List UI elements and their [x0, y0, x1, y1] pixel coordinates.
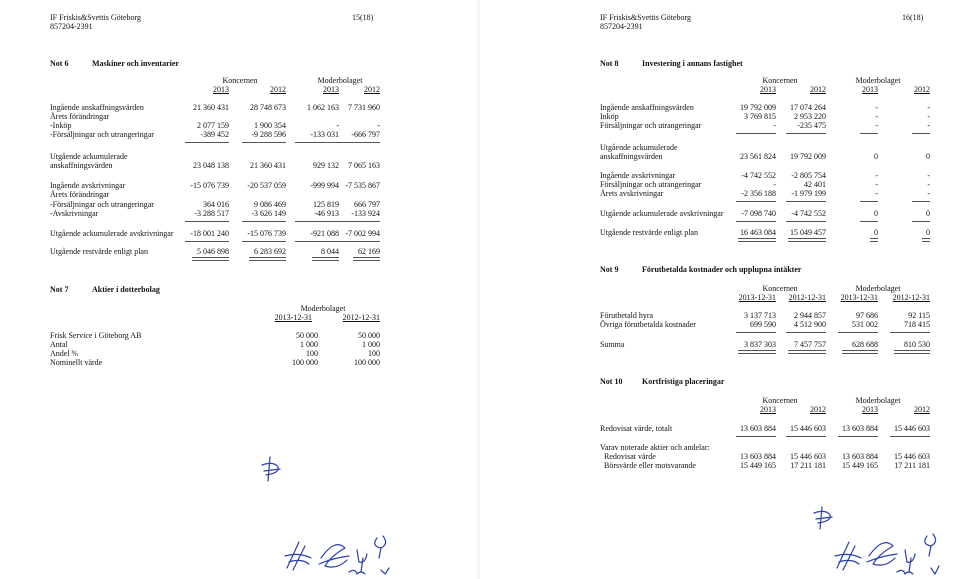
cell: 531 002 [852, 320, 878, 329]
total-line [788, 350, 826, 354]
header-moderbolaget: Moderbolaget [855, 396, 901, 405]
cell: 7 457 757 [794, 340, 826, 349]
subtotal-line [185, 221, 229, 222]
total-line [738, 238, 776, 242]
cell: - [875, 121, 878, 130]
cell: -7 002 994 [345, 229, 380, 238]
subtotal-line [890, 436, 930, 437]
cell: 21 360 431 [193, 103, 229, 112]
cell: 0 [874, 152, 878, 161]
cell: -235 475 [797, 121, 826, 130]
note-9-number: Not 9 [600, 265, 619, 274]
cell: - [927, 112, 930, 121]
cell: -9 288 596 [251, 130, 286, 139]
cell: 19 792 009 [740, 103, 776, 112]
row-label: Utgående ackumulerade [50, 152, 128, 161]
subtotal-line [242, 142, 286, 143]
cell: 9 086 469 [254, 200, 286, 209]
cell: 3 769 815 [744, 112, 776, 121]
subtotal-line [242, 241, 286, 242]
year-col-1: 2013 [760, 85, 776, 94]
row-label: Utgående ackumulerade [600, 143, 678, 152]
row-label: anskaffningsvärden [600, 152, 663, 161]
header-koncernen: Koncernen [762, 76, 798, 85]
org-name: IF Friskis&Svettis Göteborg [50, 13, 141, 22]
cell: 6 283 692 [254, 247, 286, 256]
total-line [312, 257, 339, 261]
header-koncernen: Koncernen [762, 396, 798, 405]
cell: - [927, 171, 930, 180]
cell: -1 979 199 [791, 189, 826, 198]
row-label: Börsvärde eller motsvarande [604, 461, 696, 470]
cell: 0 [926, 228, 930, 237]
year-col-2: 2012 [810, 85, 826, 94]
cell: -921 088 [310, 229, 339, 238]
page-16 [480, 0, 960, 579]
subtotal-line [336, 241, 380, 242]
cell: 1 900 354 [254, 121, 286, 130]
row-label: Ingående avskrivningar [50, 181, 126, 190]
cell: - [875, 103, 878, 112]
subtotal-line [336, 142, 380, 143]
note-10-number: Not 10 [600, 377, 623, 386]
subtotal-line [336, 221, 380, 222]
cell: -7 535 867 [345, 181, 380, 190]
page-number: 16(18) [902, 13, 924, 22]
subtotal-line [912, 133, 930, 134]
cell: 0 [874, 209, 878, 218]
subtotal-line [185, 241, 229, 242]
cell: 1 000 [300, 340, 318, 349]
row-label: Ingående avskrivningar [600, 171, 676, 180]
cell: 23 561 824 [740, 152, 776, 161]
year-col-1: 2013 [760, 405, 776, 414]
year-col-3: 2013 [323, 85, 339, 94]
cell: 13 603 884 [842, 452, 878, 461]
row-label: Utgående ackumulerade avskrivningar [600, 209, 724, 218]
cell: 1 000 [362, 340, 380, 349]
cell: - [927, 121, 930, 130]
cell: 92 115 [908, 311, 930, 320]
cell: 3 137 713 [744, 311, 776, 320]
note-6-number: Not 6 [50, 59, 69, 68]
cell: 21 360 431 [250, 161, 286, 170]
cell: 15 446 603 [790, 452, 826, 461]
cell: 28 748 673 [250, 103, 286, 112]
cell: 4 512 900 [794, 320, 826, 329]
total-line [894, 350, 930, 354]
cell: -15 076 739 [190, 181, 229, 190]
row-label: Försäljningar och utrangeringar [600, 121, 702, 130]
row-label: Varav noterade aktier och andelar: [600, 443, 710, 452]
note-7-title: Aktier i dotterbolag [92, 285, 160, 294]
cell: 3 837 303 [744, 340, 776, 349]
row-label: Inköp [600, 112, 619, 121]
cell: - [336, 121, 339, 130]
year-col-4: 2012 [914, 85, 930, 94]
cell: - [773, 121, 776, 130]
subtotal-line [912, 221, 930, 222]
row-label: Årets förändringar [50, 190, 110, 199]
cell: 2 077 159 [197, 121, 229, 130]
subtotal-line [786, 221, 826, 222]
cell: 1 062 163 [307, 103, 339, 112]
row-label: Utgående ackumulerade avskrivningar [50, 229, 174, 238]
total-line [870, 238, 878, 242]
subtotal-line [786, 436, 826, 437]
cell: 0 [874, 228, 878, 237]
cell: 7 065 163 [348, 161, 380, 170]
subtotal-line [838, 436, 878, 437]
year-col-4: 2012 [364, 85, 380, 94]
subtotal-line [838, 332, 878, 333]
cell: 100 000 [292, 358, 318, 367]
cell: 13 603 884 [740, 424, 776, 433]
cell: -2 805 754 [791, 171, 826, 180]
date-col-1: 2013-12-31 [738, 293, 776, 302]
date-col-4: 2012-12-31 [892, 293, 930, 302]
cell: -4 742 552 [791, 209, 826, 218]
cell: - [927, 180, 930, 189]
subtotal-line [736, 332, 776, 333]
cell: -7 098 740 [741, 209, 776, 218]
cell: 0 [926, 209, 930, 218]
row-label: anskaffningsvärden [50, 161, 113, 170]
row-label: Antal [50, 340, 68, 349]
subtotal-line [860, 201, 878, 202]
cell: 15 446 603 [894, 424, 930, 433]
cell: 42 401 [804, 180, 826, 189]
handwritten-signatures [285, 528, 395, 578]
row-label: Årets förändringar [50, 112, 110, 121]
cell: -15 076 739 [247, 229, 286, 238]
date-col-2: 2012-12-31 [342, 313, 380, 322]
subtotal-line [860, 221, 878, 222]
total-line [788, 238, 826, 242]
cell: -3 626 149 [251, 209, 286, 218]
cell: 15 449 165 [740, 461, 776, 470]
subtotal-line [912, 201, 930, 202]
row-label: Redovisat värde, totalt [600, 424, 673, 433]
year-col-4: 2012 [914, 405, 930, 414]
note-9-title: Förutbetalda kostnader och upplupna intäkter [642, 265, 802, 274]
subtotal-line [786, 332, 826, 333]
org-number: 857204-2391 [600, 22, 643, 31]
cell: 23 048 138 [193, 161, 229, 170]
subtotal-line [295, 221, 339, 222]
header-koncernen: Koncernen [222, 76, 258, 85]
cell: 100 [368, 349, 380, 358]
cell: -20 537 059 [247, 181, 286, 190]
header-moderbolaget: Moderbolaget [855, 76, 901, 85]
cell: 8 044 [321, 247, 339, 256]
cell: 13 603 884 [740, 452, 776, 461]
row-label: -Inköp [50, 121, 72, 130]
cell: -666 797 [351, 130, 380, 139]
cell: 125 819 [313, 200, 339, 209]
subtotal-line [786, 133, 826, 134]
subtotal-line [736, 221, 776, 222]
cell: 17 211 181 [894, 461, 930, 470]
year-col-2: 2012 [270, 85, 286, 94]
row-label: Utgående restvärde enligt plan [50, 247, 148, 256]
subtotal-line [295, 241, 339, 242]
cell: -18 001 240 [190, 229, 229, 238]
handwritten-signatures [835, 528, 945, 578]
cell: 364 016 [203, 200, 229, 209]
cell: 15 446 603 [790, 424, 826, 433]
cell: 5 046 898 [197, 247, 229, 256]
subtotal-line [185, 142, 229, 143]
cell: 2 944 857 [794, 311, 826, 320]
cell: 7 731 960 [348, 103, 380, 112]
cell: 15 049 457 [790, 228, 826, 237]
header-moderbolaget: Moderbolaget [855, 284, 901, 293]
subtotal-line [890, 332, 930, 333]
cell: -4 742 552 [741, 171, 776, 180]
cell: - [773, 180, 776, 189]
cell: 810 530 [904, 340, 930, 349]
cell: 100 000 [354, 358, 380, 367]
row-label: Utgående restvärde enligt plan [600, 228, 698, 237]
row-label: Redovisat värde [604, 452, 656, 461]
cell: -999 994 [310, 181, 339, 190]
total-line [922, 238, 930, 242]
header-moderbolaget: Moderbolaget [317, 76, 363, 85]
date-col-1: 2013-12-31 [274, 313, 312, 322]
row-label: Ingående anskaffningsvärden [600, 103, 694, 112]
row-label: -Försäljningar och utrangeringar [50, 130, 154, 139]
cell: 15 449 165 [842, 461, 878, 470]
cell: 13 603 884 [842, 424, 878, 433]
cell: -133 031 [310, 130, 339, 139]
subtotal-line [295, 142, 339, 143]
row-label: Nominellt värde [50, 358, 103, 367]
row-label: Försäljningar och utrangeringar [600, 180, 702, 189]
cell: 50 000 [296, 331, 318, 340]
cell: -133 924 [351, 209, 380, 218]
year-col-1: 2013 [213, 85, 229, 94]
total-line [738, 350, 776, 354]
total-line [249, 257, 286, 261]
cell: 19 792 009 [790, 152, 826, 161]
row-label: -Avskrivningar [50, 209, 99, 218]
row-label: Övriga förutbetalda kostnader [600, 320, 696, 329]
subtotal-line [736, 201, 776, 202]
org-number: 857204-2391 [50, 22, 93, 31]
page-number: 15(18) [352, 13, 374, 22]
cell: 50 000 [358, 331, 380, 340]
cell: 699 590 [750, 320, 776, 329]
note-8-title: Investering i annans fastighet [642, 59, 743, 68]
cell: - [875, 180, 878, 189]
cell: 17 074 264 [790, 103, 826, 112]
cell: - [875, 171, 878, 180]
subtotal-line [736, 133, 776, 134]
header-koncernen: Koncernen [762, 284, 798, 293]
cell: -46 913 [314, 209, 339, 218]
year-col-3: 2013 [862, 85, 878, 94]
cell: 16 463 084 [740, 228, 776, 237]
cell: 62 169 [358, 247, 380, 256]
note-8-number: Not 8 [600, 59, 619, 68]
subtotal-line [786, 201, 826, 202]
row-label: Ingående anskaffningsvärden [50, 103, 144, 112]
cell: 628 688 [852, 340, 878, 349]
note-6-title: Maskiner och inventarier [92, 59, 179, 68]
cell: 929 132 [313, 161, 339, 170]
row-label: Andel % [50, 349, 79, 358]
cell: - [875, 189, 878, 198]
row-label: Förutbetald hyra [600, 311, 654, 320]
cell: - [377, 121, 380, 130]
note-7-number: Not 7 [50, 285, 69, 294]
row-label: Årets avskrivningar [600, 189, 664, 198]
cell: -389 452 [200, 130, 229, 139]
cell: 666 797 [354, 200, 380, 209]
handwritten-initial-mark [258, 455, 288, 485]
cell: 15 446 603 [894, 452, 930, 461]
cell: 17 211 181 [790, 461, 826, 470]
date-col-3: 2013-12-31 [840, 293, 878, 302]
date-col-2: 2012-12-31 [788, 293, 826, 302]
org-name: IF Friskis&Svettis Göteborg [600, 13, 691, 22]
subtotal-line [736, 436, 776, 437]
note-10-title: Kortfristiga placeringar [642, 377, 725, 386]
cell: - [927, 189, 930, 198]
cell: 2 953 220 [794, 112, 826, 121]
cell: - [875, 112, 878, 121]
row-label: Summa [600, 340, 625, 349]
row-label: Frisk Service i Göteborg AB [50, 331, 142, 340]
cell: 97 686 [856, 311, 878, 320]
subtotal-line [242, 221, 286, 222]
total-line [353, 257, 380, 261]
row-label: -Försäljningar och utrangeringar [50, 200, 154, 209]
cell: 0 [926, 152, 930, 161]
year-col-2: 2012 [810, 405, 826, 414]
cell: 718 415 [904, 320, 930, 329]
subtotal-line [860, 133, 878, 134]
cell: -2 356 188 [741, 189, 776, 198]
total-line [192, 257, 229, 261]
cell: 100 [306, 349, 318, 358]
header-moderbolaget: Moderbolaget [300, 304, 346, 313]
year-col-3: 2013 [862, 405, 878, 414]
total-line [842, 350, 878, 354]
cell: - [927, 103, 930, 112]
cell: -3 288 517 [194, 209, 229, 218]
